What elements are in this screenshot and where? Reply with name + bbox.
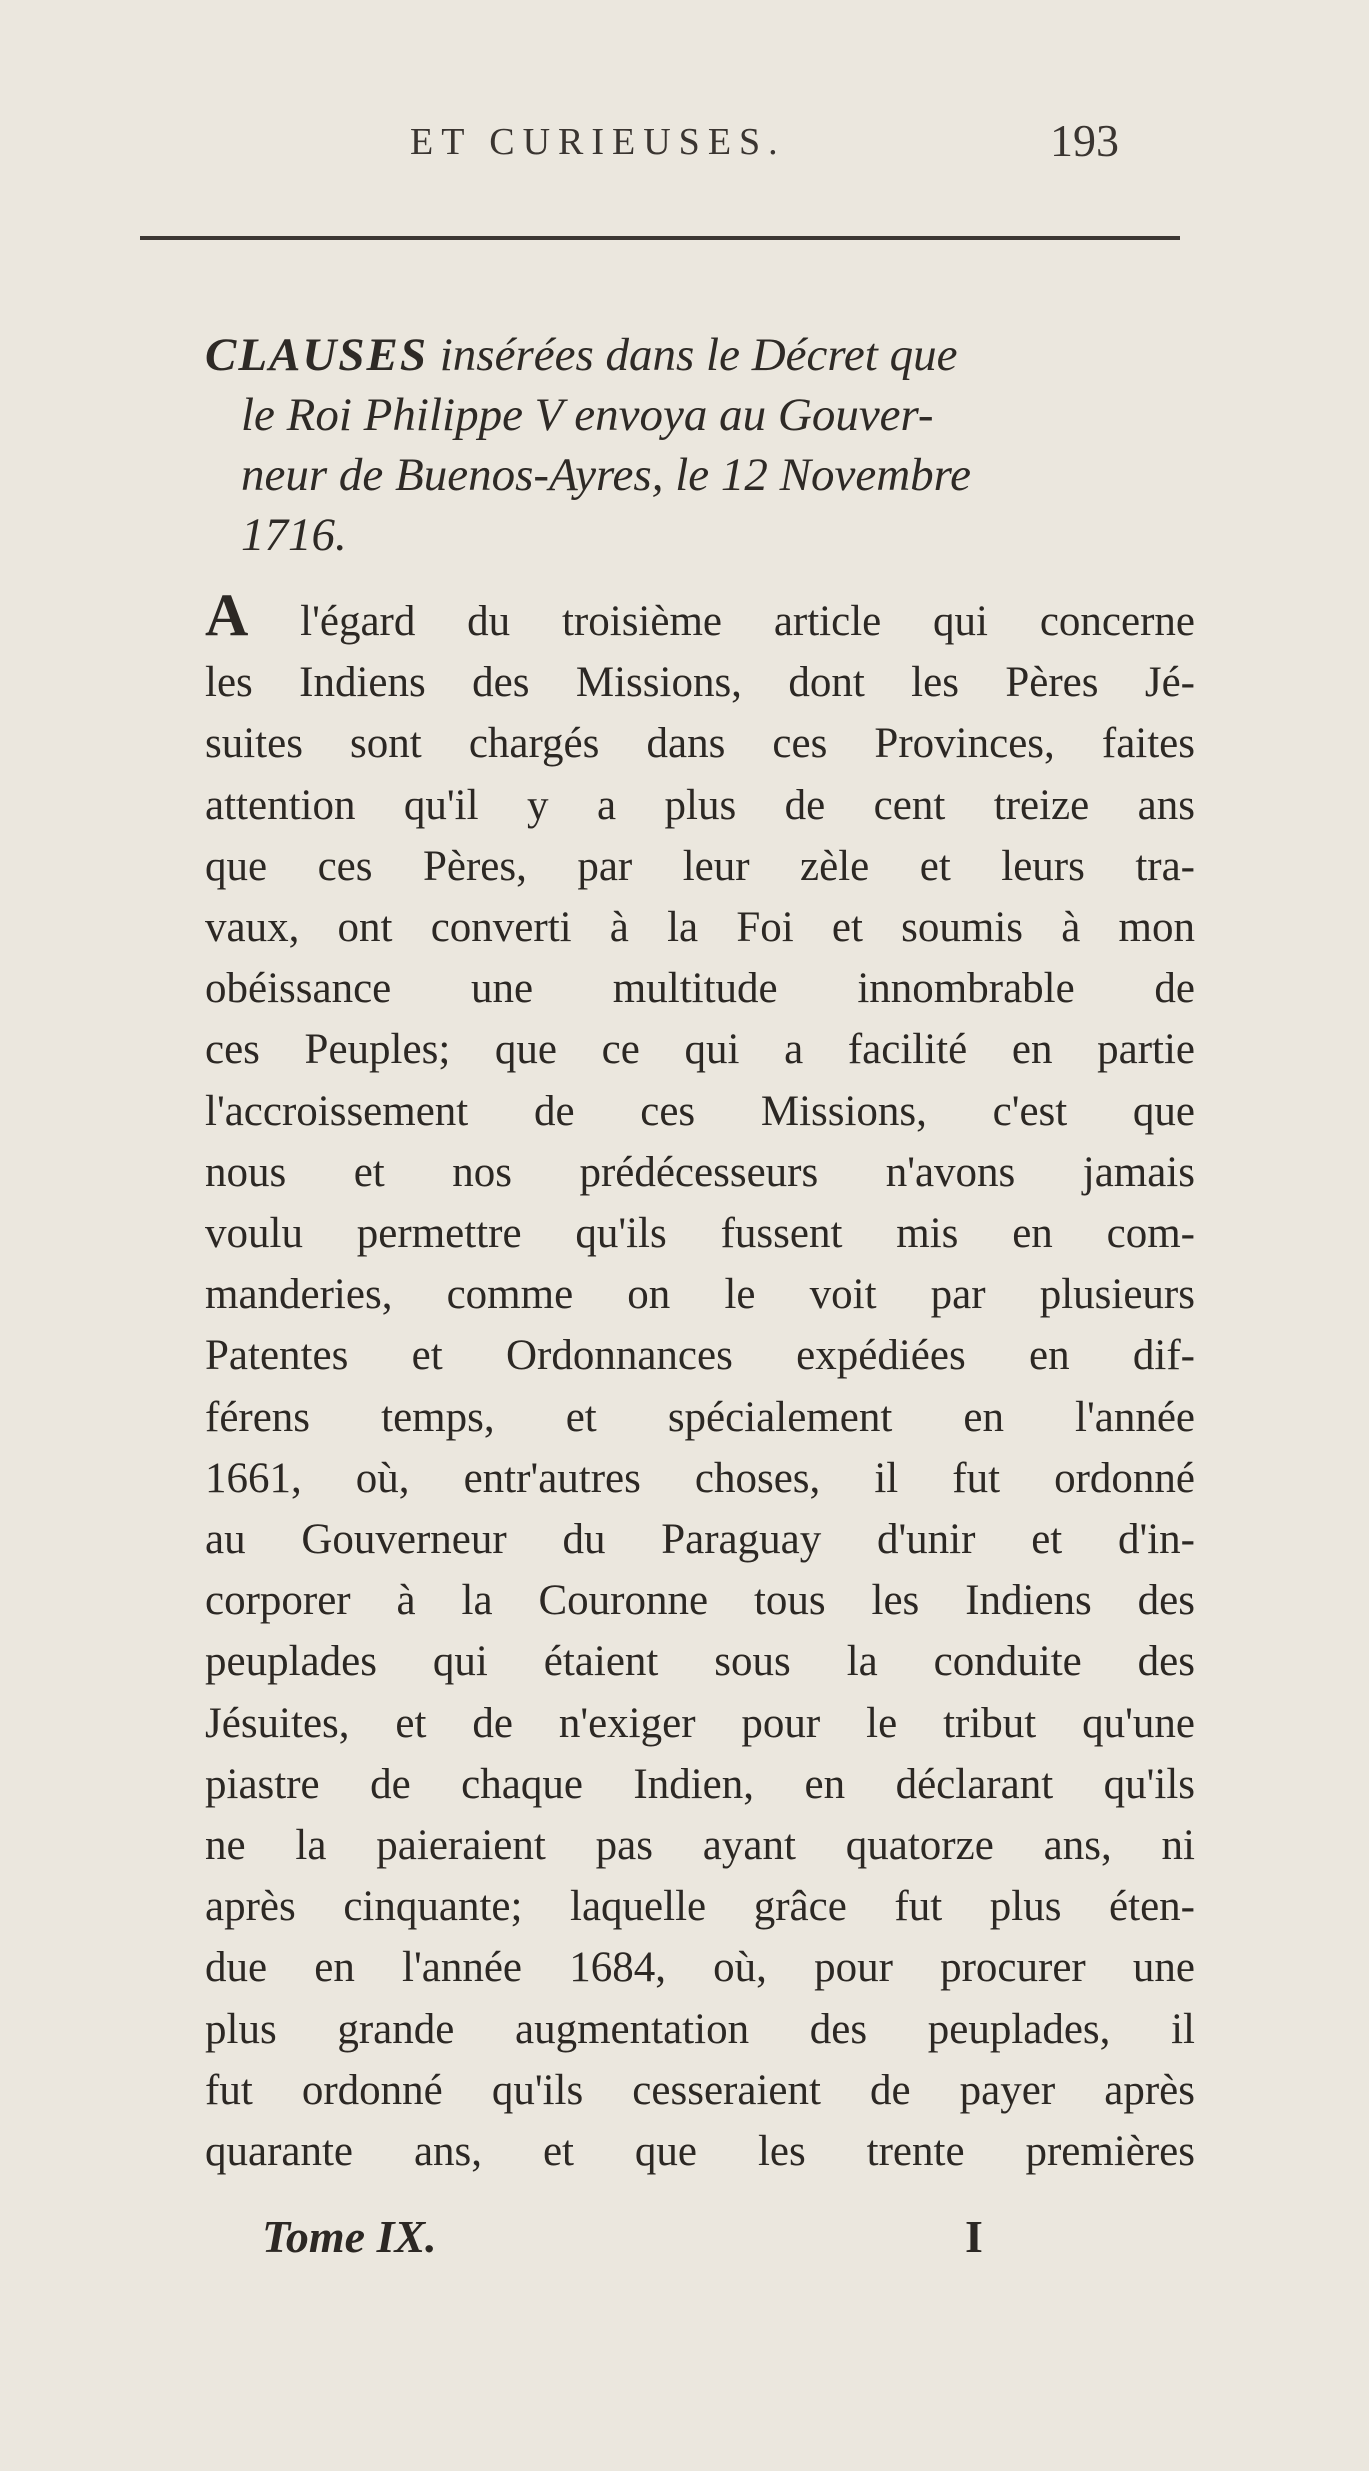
text-line: ces Peuples; que ce qui a facilité en partie [205, 1026, 1195, 1074]
text-line: après cinquante; laquelle grâce fut plus éten- [205, 1883, 1195, 1931]
text-line: nous et nos prédécesseurs n'avons jamais [205, 1148, 1195, 1196]
text-line: due en l'année 1684, où, pour procurer une [205, 1944, 1195, 1992]
text-line: ne la paieraient pas ayant quatorze ans, ni [205, 1822, 1195, 1870]
text-line: Jésuites, et de n'exiger pour le tribut qu'une [205, 1699, 1195, 1747]
text-line: au Gouverneur du Paraguay d'unir et d'in- [205, 1516, 1195, 1564]
page-number: 193 [1050, 115, 1119, 166]
heading-line: 1716. [241, 509, 347, 561]
running-head [0, 115, 1369, 180]
running-title: ET CURIEUSES. [410, 121, 786, 163]
text-line: obéissance une multitude innombrable de [205, 965, 1195, 1013]
heading-line: neur de Buenos-Ayres, le 12 Novembre [241, 449, 972, 501]
heading-line [205, 325, 1195, 385]
page-footer [0, 2210, 1369, 2270]
heading-clauses: CLAUSES [205, 329, 428, 381]
text-line: attention qu'il y a plus de cent treize ans [205, 781, 1195, 829]
text-line: vaux, ont converti à la Foi et soumis à mon [205, 904, 1195, 952]
text-line: manderies, comme on le voit par plusieurs [205, 1271, 1195, 1319]
text-line: piastre de chaque Indien, en déclarant qu'ils [205, 1760, 1195, 1808]
header-rule [140, 236, 1180, 240]
text-line: plus grande augmentation des peuplades, il [205, 2005, 1195, 2053]
text-line: l'accroissement de ces Missions, c'est que [205, 1087, 1195, 1135]
text-line: peuplades qui étaient sous la conduite des [205, 1638, 1195, 1686]
text-line: que ces Pères, par leur zèle et leurs tra- [205, 842, 1195, 890]
text-line: quarante ans, et que les trente premières [205, 2128, 1195, 2176]
volume-label: Tome IX. [262, 2211, 437, 2262]
heading-line: le Roi Philippe V envoya au Gouver- [241, 389, 934, 441]
text-line: fut ordonné qu'ils cesseraient de payer après [205, 2066, 1195, 2114]
body-paragraph [205, 582, 1195, 2182]
text-line: suites sont chargés dans ces Provinces, faites [205, 720, 1195, 768]
text-line: voulu permettre qu'ils fussent mis en com- [205, 1210, 1195, 1258]
text-line: Patentes et Ordonnances expédiées en dif- [205, 1332, 1195, 1380]
signature-mark: I [965, 2211, 983, 2262]
text-line [205, 582, 1195, 652]
text-line-rest: l'égard du troisième article qui concerne [248, 598, 1195, 645]
text-line: les Indiens des Missions, dont les Pères Jé- [205, 659, 1195, 707]
drop-cap: A [205, 582, 249, 648]
text-line: 1661, où, entr'autres choses, il fut ordonné [205, 1454, 1195, 1502]
text-line: férens temps, et spécialement en l'année [205, 1393, 1195, 1441]
heading-line-text: insérées dans le Décret que [427, 329, 958, 381]
text-line: corporer à la Couronne tous les Indiens des [205, 1577, 1195, 1625]
section-heading [205, 325, 1195, 565]
